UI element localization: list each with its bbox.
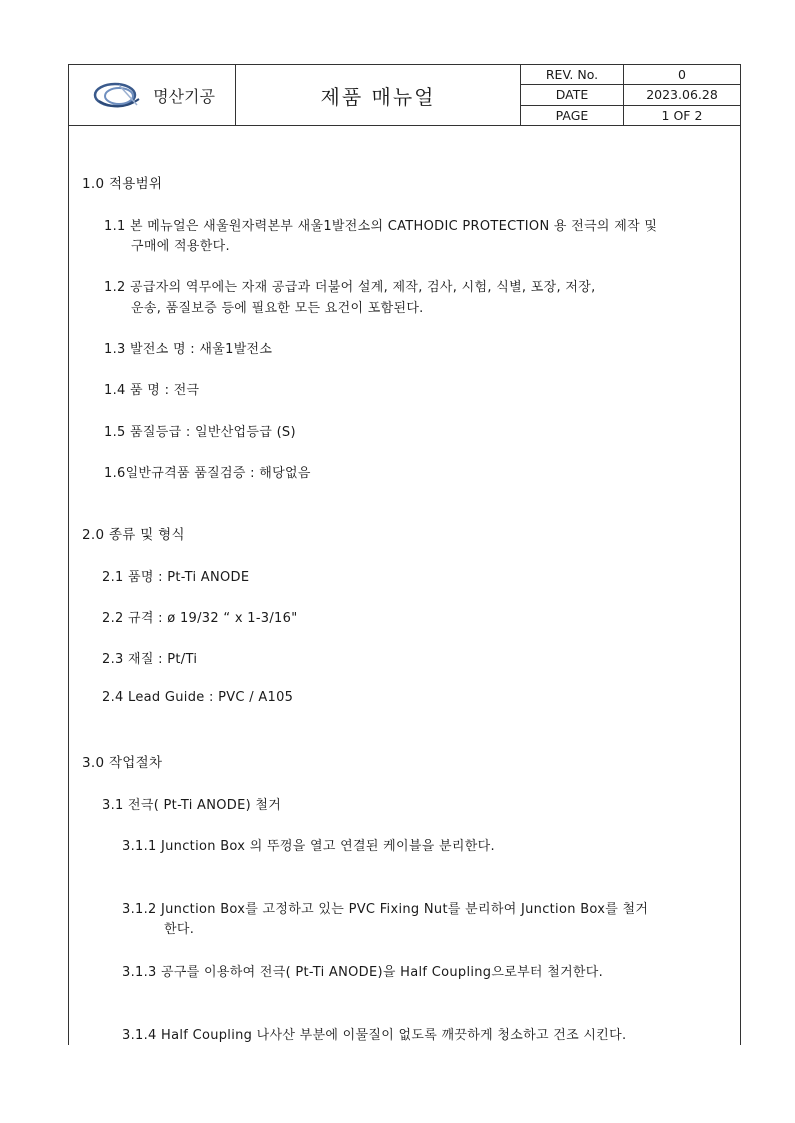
item-2-4: 2.4 Lead Guide : PVC / A105 bbox=[102, 690, 294, 705]
item-3-1-2: 3.1.2 Junction Box를 고정하고 있는 PVC Fixing Nut를 분리하여 Junction Box를 철거 bbox=[122, 902, 649, 917]
date-value: 2023.06.28 bbox=[646, 87, 718, 103]
item-1-5: 1.5 품질등급 : 일반산업등급 (S) bbox=[104, 425, 296, 440]
item-2-2: 2.2 규격 : ø 19/32 “ x 1-3/16" bbox=[102, 611, 298, 626]
company-name: 명산기공 bbox=[153, 86, 215, 106]
rev-label: REV. No. bbox=[521, 65, 624, 84]
item-1-2-cont: 운송, 품질보증 등에 필요한 모든 요건이 포함된다. bbox=[131, 301, 424, 316]
document-title: 제품 매뉴얼 bbox=[236, 65, 521, 125]
section-title-3: 3.0 작업절차 bbox=[82, 755, 163, 771]
section-title-2: 2.0 종류 및 형식 bbox=[82, 527, 185, 543]
item-2-3: 2.3 재질 : Pt/Ti bbox=[102, 652, 198, 667]
item-1-3: 1.3 발전소 명 : 새울1발전소 bbox=[104, 342, 273, 357]
item-3-1-3: 3.1.3 공구를 이용하여 전극( Pt-Ti ANODE)을 Half Coupling으로부터 철거한다. bbox=[122, 965, 604, 980]
section-title-1: 1.0 적용범위 bbox=[82, 176, 163, 192]
item-1-2: 1.2 공급자의 역무에는 자재 공급과 더불어 설계, 제작, 검사, 시험, 식별, 포장, 저장, bbox=[104, 280, 596, 295]
item-1-1: 1.1 본 메뉴얼은 새울원자력본부 새울1발전소의 CATHODIC PROTECTION 용 전극의 제작 및 bbox=[104, 219, 658, 234]
page-value: 1 OF 2 bbox=[661, 107, 703, 123]
item-1-1-cont: 구매에 적용한다. bbox=[131, 239, 230, 254]
item-3-1-1: 3.1.1 Junction Box 의 뚜껑을 열고 연결된 케이블을 분리한다. bbox=[122, 839, 495, 854]
item-3-1-2-cont: 한다. bbox=[164, 922, 195, 937]
item-1-6: 1.6일반규격품 품질검증 : 해당없음 bbox=[104, 466, 311, 481]
page-label: PAGE bbox=[521, 106, 624, 125]
date-label: DATE bbox=[521, 85, 624, 104]
rev-value: 0 bbox=[678, 67, 686, 83]
item-3-1: 3.1 전극( Pt-Ti ANODE) 철거 bbox=[102, 798, 282, 813]
item-2-1: 2.1 품명 : Pt-Ti ANODE bbox=[102, 570, 250, 585]
item-3-1-4: 3.1.4 Half Coupling 나사산 부분에 이물질이 없도록 깨끗하게 청소하고 건조 시킨다. bbox=[122, 1028, 627, 1043]
item-1-4: 1.4 품 명 : 전극 bbox=[104, 383, 200, 398]
